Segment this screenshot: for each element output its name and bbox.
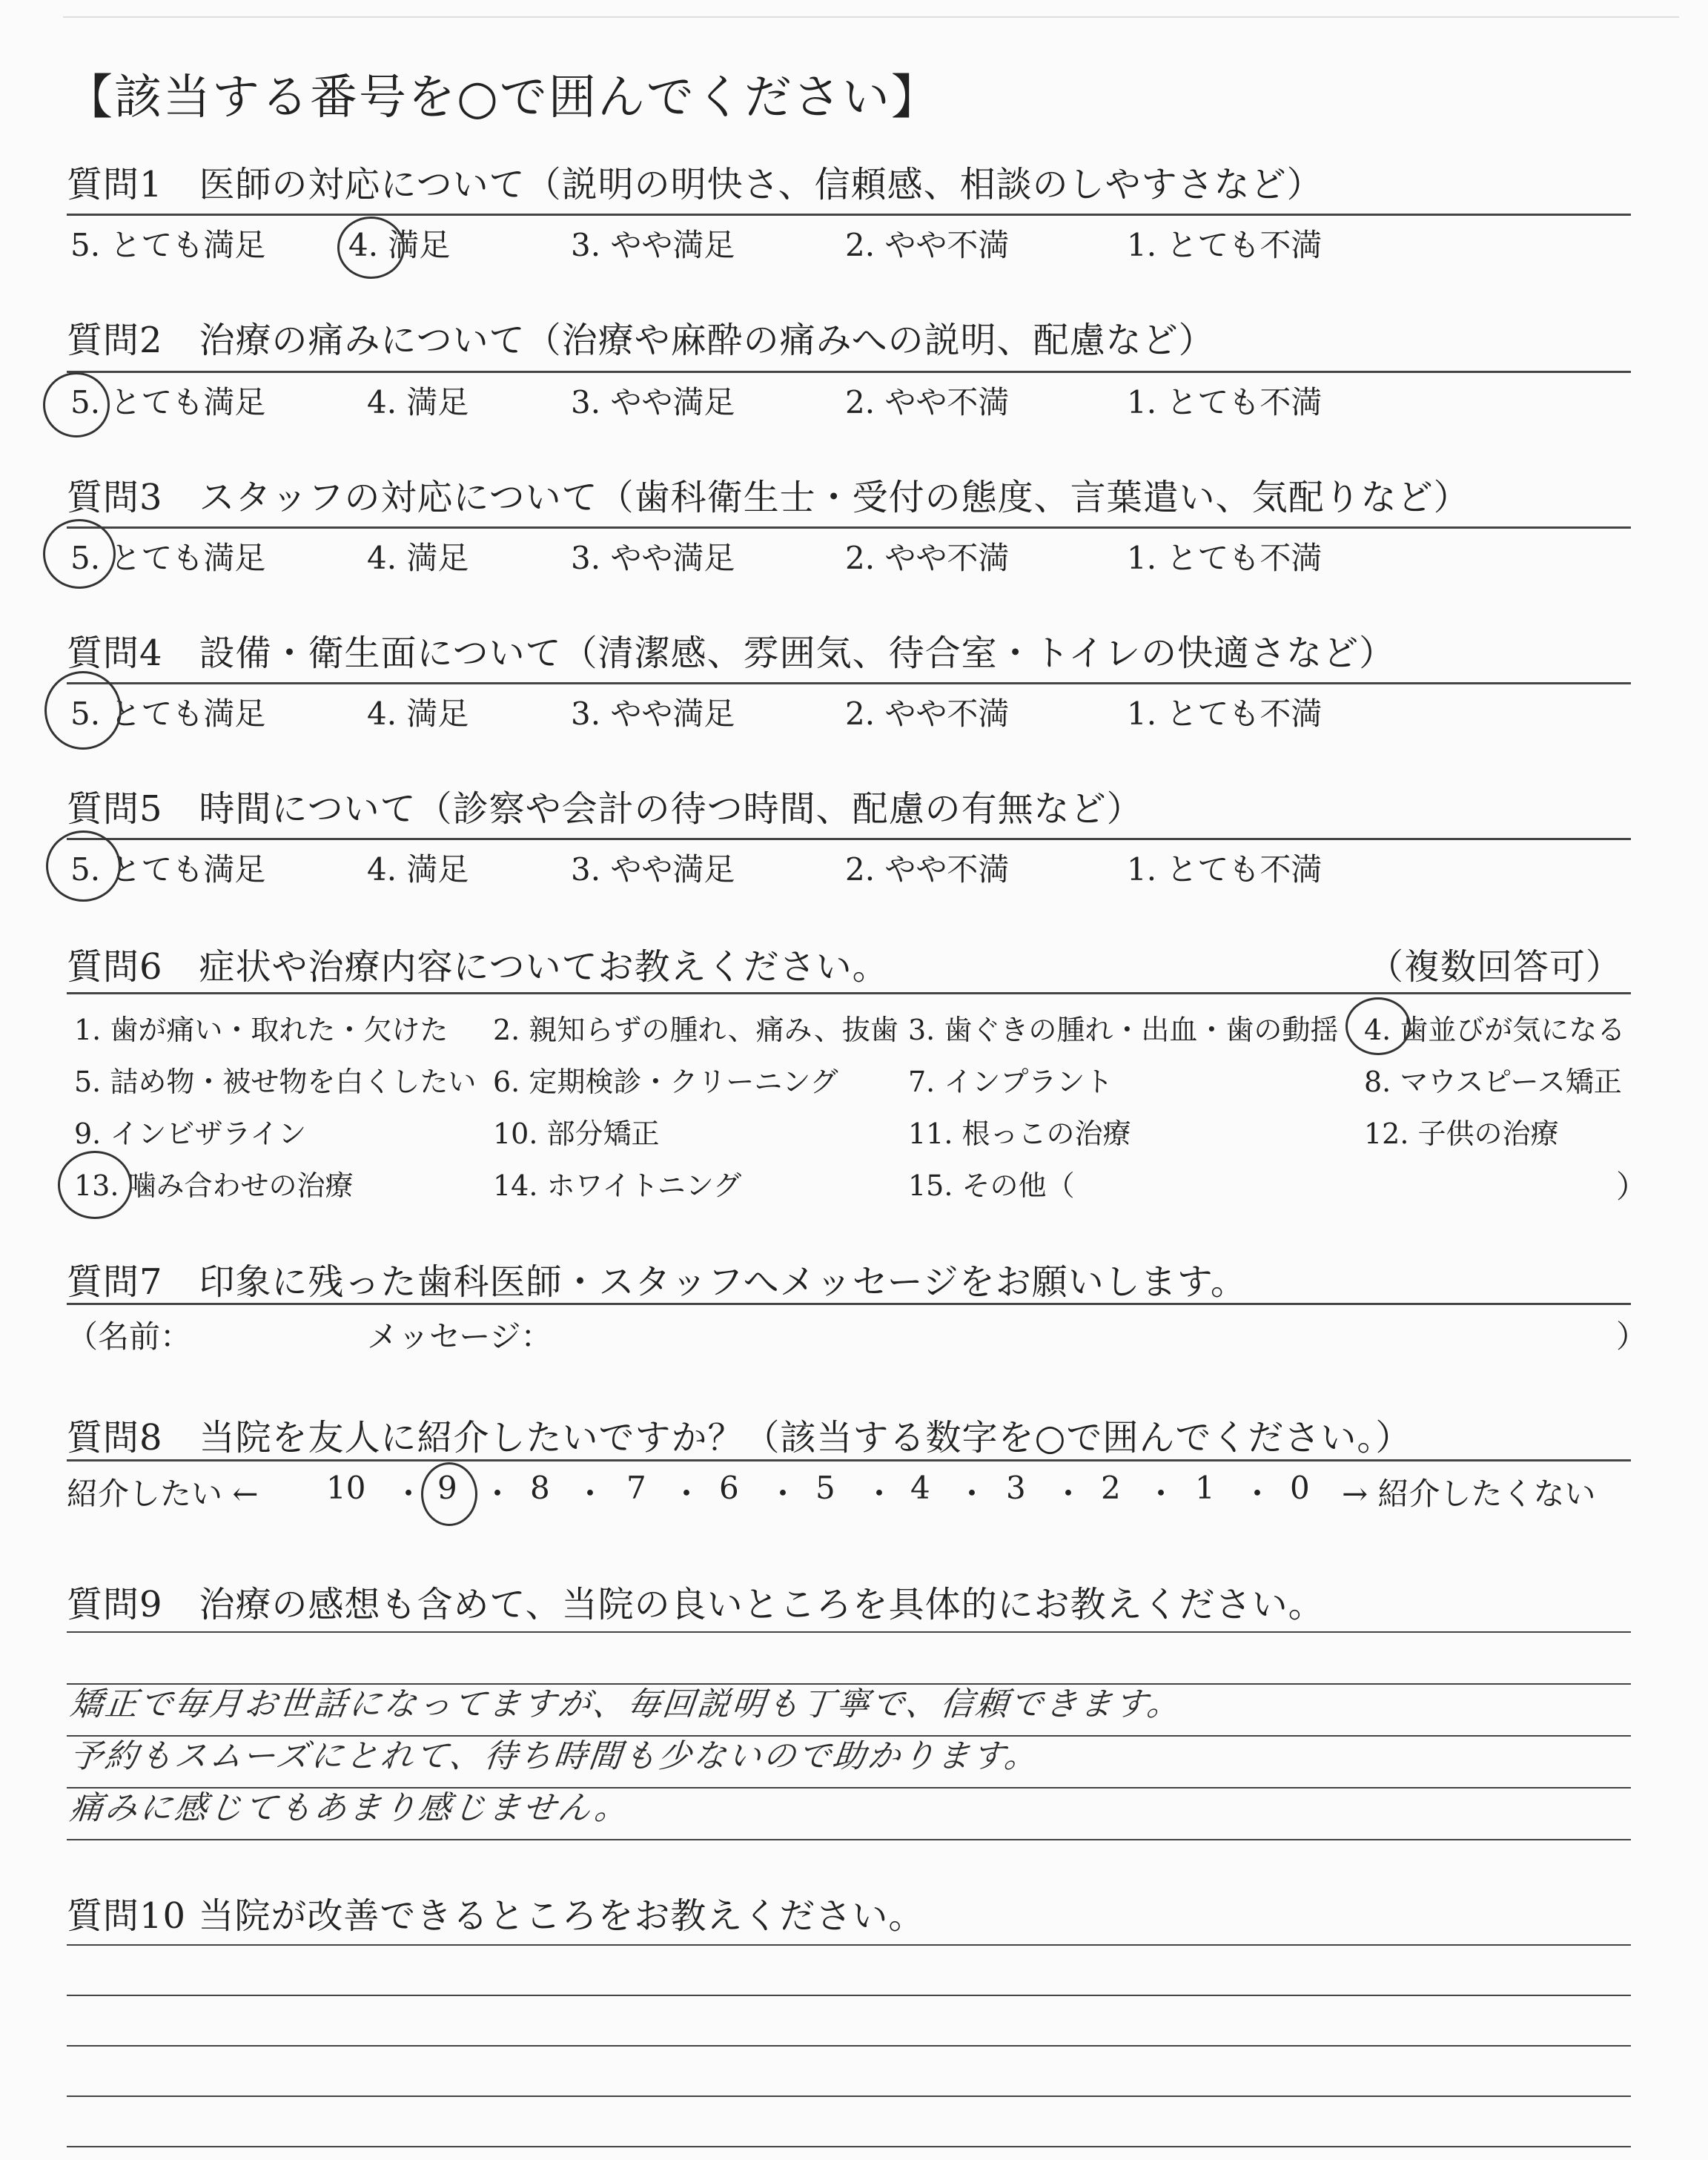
q6-option-14[interactable]: 14. ホワイトニング (493, 1169, 742, 1202)
top-divider (63, 16, 1679, 18)
question-5-rule (67, 838, 1631, 840)
question-2-title: 質問2 治療の痛みについて（治療や麻酔の痛みへの説明、配慮など） (67, 320, 1215, 361)
q8-score-1[interactable]: 1 (1195, 1470, 1215, 1506)
q9-answer-line-2: 予約もスムーズにとれて、待ち時間も少ないので助かります。 (67, 1737, 1042, 1775)
q10-line-3 (67, 2045, 1631, 2047)
question-3-rule (67, 526, 1631, 529)
q8-dot: ・ (767, 1476, 799, 1512)
question-1-title: 質問1 医師の対応について（説明の明快さ、信頼感、相談のしやすさなど） (67, 164, 1323, 205)
q1-option-5[interactable]: 5. とても満足 (70, 227, 266, 263)
q9-line-5 (67, 1839, 1631, 1840)
q8-right-label: → 紹介したくない (1342, 1476, 1596, 1512)
q10-line-4 (67, 2095, 1631, 2097)
q8-dot: ・ (1145, 1476, 1177, 1512)
q3-option-3[interactable]: 3. やや満足 (571, 540, 735, 576)
q4-option-3[interactable]: 3. やや満足 (571, 696, 735, 732)
q8-dot: ・ (956, 1476, 988, 1512)
question-7-title: 質問7 印象に残った歯科医師・スタッフへメッセージをお願いします。 (67, 1261, 1247, 1303)
q5-option-1[interactable]: 1. とても不満 (1127, 851, 1323, 888)
q1-option-2[interactable]: 2. やや不満 (845, 227, 1010, 263)
q6-option-2[interactable]: 2. 親知らずの腫れ、痛み、抜歯 (493, 1014, 898, 1046)
q5-option-3[interactable]: 3. やや満足 (571, 851, 735, 888)
q6-option-3[interactable]: 3. 歯ぐきの腫れ・出血・歯の動揺 (908, 1014, 1339, 1046)
q6-option-6[interactable]: 6. 定期検診・クリーニング (493, 1066, 838, 1098)
q8-dot: ・ (482, 1476, 514, 1512)
q8-dot: ・ (671, 1476, 703, 1512)
q9-answer-line-1: 矯正で毎月お世話になってますが、毎回説明も丁寧で、信頼できます。 (67, 1685, 1184, 1723)
q9-line-1 (67, 1631, 1631, 1633)
q3-option-2[interactable]: 2. やや不満 (845, 540, 1010, 576)
question-7-rule (67, 1303, 1631, 1305)
q4-option-5[interactable]: 5. とても満足 (70, 696, 266, 732)
q4-option-2[interactable]: 2. やや不満 (845, 696, 1010, 732)
q2-option-4[interactable]: 4. 満足 (367, 384, 469, 420)
q8-score-0[interactable]: 0 (1290, 1470, 1310, 1506)
question-9-title: 質問9 治療の感想も含めて、当院の良いところを具体的にお教えください。 (67, 1584, 1325, 1625)
q9-answer-line-3: 痛みに感じてもあまり感じません。 (67, 1789, 632, 1827)
q5-option-4[interactable]: 4. 満足 (367, 851, 469, 888)
q6-option-5[interactable]: 5. 詰め物・被せ物を白くしたい (74, 1066, 477, 1098)
q2-option-5[interactable]: 5. とても満足 (70, 384, 266, 420)
q3-option-4[interactable]: 4. 満足 (367, 540, 469, 576)
q6-selection-circle-13 (58, 1151, 132, 1219)
q3-option-5[interactable]: 5. とても満足 (70, 540, 266, 576)
question-6-note: （複数回答可） (1368, 946, 1623, 988)
q6-option-13[interactable]: 13. 噛み合わせの治療 (74, 1169, 354, 1202)
question-3-title: 質問3 スタッフの対応について（歯科衛生士・受付の態度、言葉遣い、気配りなど） (67, 477, 1470, 518)
q8-dot: ・ (864, 1476, 896, 1512)
page-title: 【該当する番号を○で囲んでください】 (65, 70, 940, 125)
q8-score-8[interactable]: 8 (530, 1470, 550, 1506)
q8-score-9[interactable]: 9 (437, 1470, 457, 1506)
question-6-rule (67, 992, 1631, 994)
q8-score-7[interactable]: 7 (626, 1470, 646, 1506)
q8-score-3[interactable]: 3 (1006, 1470, 1026, 1506)
question-10-title: 質問10 当院が改善できるところをお教えください。 (67, 1895, 925, 1937)
q6-other-close-paren: ） (1616, 1169, 1648, 1205)
q5-option-5[interactable]: 5. とても満足 (70, 851, 266, 888)
q6-selection-circle-4 (1345, 997, 1411, 1055)
q6-option-4[interactable]: 4. 歯並びが気になる (1364, 1014, 1626, 1046)
q2-selection-circle (43, 372, 110, 437)
q8-dot: ・ (1053, 1476, 1085, 1512)
q7-name-label: （名前： (67, 1318, 192, 1355)
q4-option-1[interactable]: 1. とても不満 (1127, 696, 1323, 732)
q8-score-2[interactable]: 2 (1101, 1470, 1121, 1506)
q8-dot: ・ (575, 1476, 606, 1512)
question-2-rule (67, 371, 1631, 373)
q8-dot: ・ (1242, 1476, 1274, 1512)
q5-selection-circle (46, 830, 121, 902)
q10-line-2 (67, 1995, 1631, 1996)
q7-close-paren: ） (1616, 1318, 1648, 1355)
q8-score-5[interactable]: 5 (815, 1470, 835, 1506)
q3-option-1[interactable]: 1. とても不満 (1127, 540, 1323, 576)
q10-line-5 (67, 2146, 1631, 2147)
q6-option-15[interactable]: 15. その他（ (908, 1169, 1075, 1202)
question-5-title: 質問5 時間について（診察や会計の待つ時間、配慮の有無など） (67, 788, 1143, 830)
q6-option-10[interactable]: 10. 部分矯正 (493, 1117, 660, 1150)
q1-option-4[interactable]: 4. 満足 (348, 227, 451, 263)
q8-score-10[interactable]: 10 (326, 1470, 366, 1506)
q3-selection-circle (43, 519, 116, 589)
question-6-title: 質問6 症状や治療内容についてお教えください。 (67, 946, 889, 988)
q4-option-4[interactable]: 4. 満足 (367, 696, 469, 732)
q10-line-1 (67, 1944, 1631, 1946)
q6-option-7[interactable]: 7. インプラント (908, 1066, 1113, 1098)
q6-option-8[interactable]: 8. マウスピース矯正 (1364, 1066, 1622, 1098)
q8-dot: ・ (393, 1476, 425, 1512)
q6-option-9[interactable]: 9. インビザライン (74, 1117, 307, 1150)
question-1-rule (67, 214, 1631, 216)
q8-score-6[interactable]: 6 (719, 1470, 739, 1506)
question-8-rule (67, 1459, 1631, 1462)
q6-option-12[interactable]: 12. 子供の治療 (1364, 1117, 1559, 1150)
question-4-rule (67, 682, 1631, 684)
q8-score-4[interactable]: 4 (910, 1470, 930, 1506)
q1-selection-circle (337, 217, 405, 279)
q5-option-2[interactable]: 2. やや不満 (845, 851, 1010, 888)
q1-option-1[interactable]: 1. とても不満 (1127, 227, 1323, 263)
q8-left-label: 紹介したい ← (67, 1476, 259, 1512)
q1-option-3[interactable]: 3. やや満足 (571, 227, 735, 263)
question-8-title: 質問8 当院を友人に紹介したいですか？（該当する数字を○で囲んでください。） (67, 1417, 1412, 1459)
q6-option-11[interactable]: 11. 根っこの治療 (908, 1117, 1131, 1150)
q8-selection-circle (421, 1462, 477, 1526)
q2-option-3[interactable]: 3. やや満足 (571, 384, 735, 420)
q6-option-1[interactable]: 1. 歯が痛い・取れた・欠けた (74, 1014, 448, 1046)
q2-option-1[interactable]: 1. とても不満 (1127, 384, 1323, 420)
q4-selection-circle (44, 671, 122, 750)
q7-message-label: メッセージ： (367, 1318, 552, 1355)
q2-option-2[interactable]: 2. やや不満 (845, 384, 1010, 420)
question-4-title: 質問4 設備・衛生面について（清潔感、雰囲気、待合室・トイレの快適さなど） (67, 633, 1396, 674)
